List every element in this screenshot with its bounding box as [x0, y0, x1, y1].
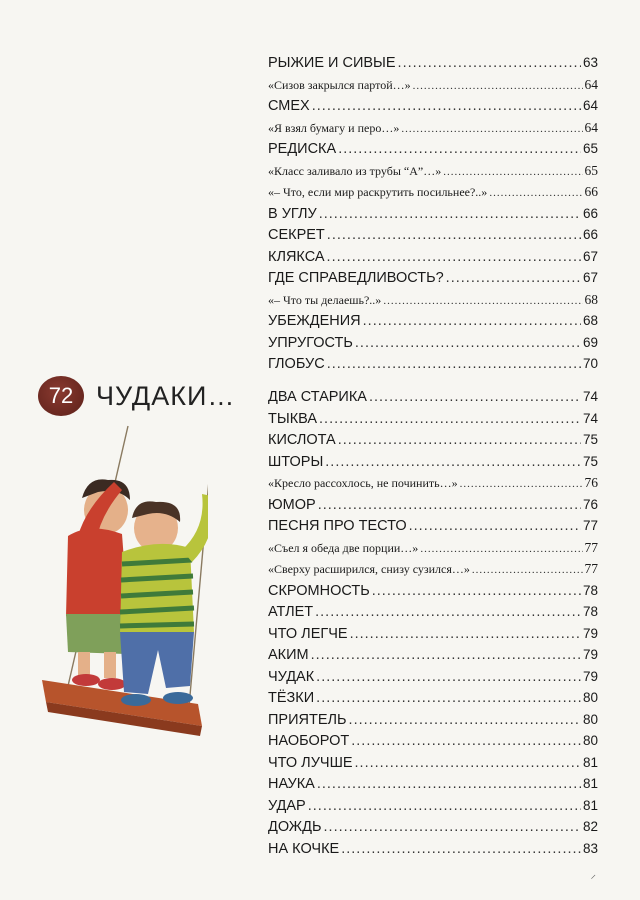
toc-leader-dots: [351, 731, 581, 752]
toc-entry-title: «Сизов закрылся партой…»: [268, 77, 411, 92]
section-heading: [38, 374, 235, 418]
toc-entry-page: 76: [584, 475, 598, 490]
toc-entry: [268, 52, 598, 74]
toc-entry-page: 67: [582, 270, 598, 285]
toc-entry-title: ЮМОР: [268, 496, 316, 513]
toc-entry-title: АТЛЕТ: [268, 604, 314, 620]
boys-on-swing-illustration: [38, 418, 208, 758]
toc-entry-title: «Класс заливало из трубы “А”…»: [268, 163, 442, 178]
toc-leader-dots: [446, 268, 581, 289]
toc-entry-page: 80: [582, 733, 598, 748]
toc-entry-title: КЛЯКСА: [268, 248, 325, 265]
toc-entry-page: 81: [582, 776, 598, 791]
toc-entry-title: УБЕЖДЕНИЯ: [268, 313, 361, 329]
toc-entry: [268, 558, 598, 580]
toc-entry: [268, 773, 598, 795]
toc-entry-page: 63: [582, 55, 598, 70]
toc-entry: [268, 117, 598, 139]
toc-entry-page: 66: [584, 184, 598, 199]
toc-entry: [268, 515, 598, 537]
toc-leader-dots: [319, 204, 581, 225]
toc-leader-dots: [401, 119, 582, 139]
toc-leader-dots: [308, 796, 581, 817]
toc-entry-title: «Съел я обеда две порции…»: [268, 540, 419, 555]
toc-leader-dots: [372, 581, 581, 602]
toc-entry: [268, 623, 598, 645]
toc-leader-dots: [327, 247, 581, 268]
toc-entry-title: ДОЖДЬ: [268, 819, 322, 835]
toc-entry: [268, 203, 598, 225]
toc-entry: [268, 267, 598, 289]
toc-list-top: [268, 52, 598, 375]
toc-entry-title: РЫЖИЕ И СИВЫЕ: [268, 55, 396, 71]
toc-entry: [268, 74, 598, 96]
toc-entry: [268, 580, 598, 602]
toc-entry: [268, 332, 598, 354]
toc-leader-dots: [489, 183, 582, 203]
toc-entry-title: В УГЛУ: [268, 205, 317, 222]
toc-leader-dots: [413, 76, 583, 96]
toc-leader-dots: [420, 539, 582, 559]
toc-entry-page: 83: [582, 840, 598, 856]
toc-entry-page: 79: [582, 625, 598, 641]
toc-entry: [268, 181, 598, 203]
toc-leader-dots: [325, 452, 581, 473]
toc-entry-page: 64: [584, 76, 598, 92]
toc-entry-title: «Сверху расширился, снизу сузился…»: [268, 562, 470, 576]
toc-leader-dots: [383, 291, 582, 311]
toc-entry: [268, 386, 598, 408]
toc-leader-dots: [318, 495, 581, 516]
toc-entry-page: 79: [582, 668, 598, 684]
toc-entry: [268, 95, 598, 117]
toc-entry-title: ТЁЗКИ: [268, 690, 315, 706]
toc-entry-title: ТЫКВА: [268, 410, 318, 427]
toc-leader-dots: [327, 354, 581, 375]
corner-mark: ⸝: [590, 869, 596, 881]
toc-leader-dots: [355, 753, 581, 774]
toc-entry: [268, 709, 598, 731]
toc-entry: [268, 310, 598, 332]
toc-entry-title: СКРОМНОСТЬ: [268, 582, 370, 599]
toc-entry-title: НАУКА: [268, 776, 315, 792]
toc-leader-dots: [349, 710, 581, 731]
toc-leader-dots: [316, 667, 581, 688]
toc-entry: [268, 666, 598, 688]
toc-entry-page: 65: [584, 162, 598, 178]
toc-entry: [268, 429, 598, 451]
toc-entry: [268, 752, 598, 774]
toc-leader-dots: [327, 225, 581, 246]
toc-entry-page: 82: [582, 819, 598, 834]
toc-entry-page: 75: [582, 432, 598, 447]
toc-entry-title: ЧУДАК: [268, 668, 315, 685]
toc-entry: [268, 795, 598, 817]
toc-leader-dots: [369, 387, 581, 408]
toc-entry-page: 75: [582, 453, 598, 469]
toc-entry-page: 81: [582, 797, 598, 813]
toc-entry-page: 70: [582, 356, 598, 371]
toc-leader-dots: [472, 560, 583, 580]
toc-leader-dots: [338, 430, 581, 451]
toc-leader-dots: [319, 409, 581, 430]
toc-leader-dots: [409, 516, 581, 537]
toc-entry-page: 80: [582, 711, 598, 727]
toc-entry: [268, 687, 598, 709]
toc-entry-page: 64: [582, 98, 598, 113]
toc-entry-title: ГДЕ СПРАВЕДЛИВОСТЬ?: [268, 270, 444, 286]
toc-leader-dots: [312, 96, 581, 117]
toc-leader-dots: [341, 839, 581, 860]
toc-entry-title: ЧТО ЛУЧШЕ: [268, 754, 353, 771]
toc-leader-dots: [315, 602, 581, 623]
toc-entry-page: 80: [582, 690, 598, 705]
toc-entry-page: 67: [582, 248, 598, 264]
toc-entry-title: СЕКРЕТ: [268, 227, 325, 243]
toc-leader-dots: [338, 139, 581, 160]
toc-entry: [268, 451, 598, 473]
toc-entry-page: 69: [582, 334, 598, 350]
toc-entry: [268, 224, 598, 246]
toc-entry-title: ШТОРЫ: [268, 453, 324, 470]
toc-entry: [268, 730, 598, 752]
toc-entry-page: 65: [582, 141, 598, 156]
toc-entry: [268, 289, 598, 311]
toc-entry-title: «Кресло рассохлось, не починить…»: [268, 476, 458, 490]
toc-entry-title: НА КОЧКЕ: [268, 840, 340, 857]
toc-entry: [268, 644, 598, 666]
toc-entry: [268, 408, 598, 430]
toc-leader-dots: [317, 774, 581, 795]
toc-entry-title: КИСЛОТА: [268, 432, 336, 448]
toc-leader-dots: [324, 817, 581, 838]
toc-leader-dots: [350, 624, 581, 645]
toc-entry-page: 74: [582, 410, 598, 426]
toc-entry-title: УПРУГОСТЬ: [268, 334, 353, 351]
toc-entry-page: 76: [582, 496, 598, 512]
toc-entry-title: ГЛОБУС: [268, 356, 325, 372]
toc-entry-page: 68: [584, 291, 598, 307]
toc-entry: [268, 838, 598, 860]
toc-leader-dots: [363, 311, 581, 332]
toc-entry-page: 74: [582, 389, 598, 404]
section-title: ЧУДАКИ…: [96, 380, 236, 411]
toc-entry-title: «Я взял бумагу и перо…»: [268, 120, 400, 135]
toc-entry-title: АКИМ: [268, 647, 309, 663]
toc-entry-page: 79: [582, 647, 598, 662]
toc-entry-title: ПЕСНЯ ПРО ТЕСТО: [268, 518, 407, 534]
toc-entry-page: 66: [582, 227, 598, 242]
toc-entry: [268, 601, 598, 623]
toc-leader-dots: [311, 645, 581, 666]
toc-entry-title: СМЕХ: [268, 98, 310, 114]
toc-list-bottom: [268, 386, 598, 859]
toc-entry-page: 68: [582, 313, 598, 328]
toc-entry-page: 81: [582, 754, 598, 770]
toc-entry: [268, 494, 598, 516]
toc-leader-dots: [355, 333, 581, 354]
toc-leader-dots: [398, 53, 581, 74]
toc-entry-title: ЧТО ЛЕГЧЕ: [268, 625, 348, 642]
toc-entry: [268, 537, 598, 559]
toc-entry: [268, 246, 598, 268]
toc-leader-dots: [316, 688, 581, 709]
toc-entry-title: «– Что ты делаешь?..»: [268, 292, 382, 307]
toc-entry: [268, 138, 598, 160]
toc-entry-title: ДВА СТАРИКА: [268, 389, 367, 405]
toc-entry-title: НАОБОРОТ: [268, 733, 350, 749]
toc-entry: [268, 816, 598, 838]
toc-entry: [268, 160, 598, 182]
toc-entry-title: РЕДИСКА: [268, 141, 337, 157]
toc-entry: [268, 472, 598, 494]
toc-entry-page: 77: [584, 539, 598, 555]
toc-leader-dots: [460, 474, 583, 494]
toc-entry-page: 77: [584, 561, 598, 576]
toc-entry-page: 66: [582, 205, 598, 221]
toc-entry-title: ПРИЯТЕЛЬ: [268, 711, 347, 728]
section-page-badge: [38, 376, 84, 416]
toc-entry: [268, 353, 598, 375]
toc-entry-page: 78: [582, 582, 598, 598]
toc-leader-dots: [443, 162, 582, 182]
toc-entry-page: 77: [582, 518, 598, 533]
toc-entry-title: УДАР: [268, 797, 306, 814]
toc-entry-page: 78: [582, 604, 598, 619]
toc-entry-title: «– Что, если мир раскрутить посильнее?..»: [268, 185, 488, 199]
section-page-number: 72: [48, 383, 74, 408]
toc-entry-page: 64: [584, 119, 598, 135]
